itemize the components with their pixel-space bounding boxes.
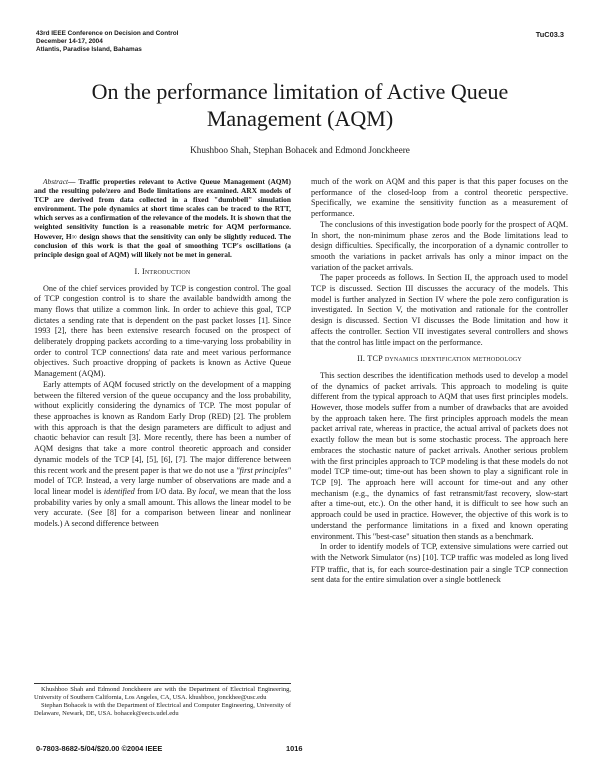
intro-p2-italic-identified: identified xyxy=(103,486,135,496)
copyright-line: 0-7803-8682-5/04/$20.00 ©2004 IEEE xyxy=(36,744,163,753)
conference-location: Atlantis, Paradise Island, Bahamas xyxy=(36,46,142,53)
right-paragraph-2: The conclusions of this investigation bode poorly for the prospect of AQM. In short, the non-minimum phase zeros and the Bode limitations lead to design difficulties. Specifically, the incorporation of a dynamic controller to smooth the variations in packet arrivals has only a minor impact on the variation of the packet arrivals. xyxy=(311,219,568,272)
intro-p2-text-b: model of TCP. Instead, a very large number of observations are made and a local linear model is xyxy=(34,476,291,496)
methodology-p2-text-a: In order to identify models of TCP, extensive simulations were carried out with the Network Simulator ( xyxy=(311,542,568,562)
paper-title xyxy=(40,78,560,132)
section-heading-methodology: II. TCP dynamics identification methodology xyxy=(357,354,522,364)
left-column xyxy=(34,177,291,530)
footnote-affiliation-1: Khushboo Shah and Edmond Jonckheere are with the Department of Electrical Engineering, University of Southern California, Los Angeles, CA, USA. khushboo, jonckhee@usc.edu xyxy=(34,686,291,701)
right-column xyxy=(311,177,568,586)
conference-dates: December 14-17, 2004 xyxy=(36,38,103,45)
intro-p2-italic-local: local xyxy=(198,486,215,496)
ns-code: ns xyxy=(408,554,418,563)
methodology-p2-text-b: ) [10]. TCP traffic was modeled as long lived FTP traffic, that is, for each source-destination pair a single TCP connection sent data for the entire simulation over a single bottleneck xyxy=(311,552,569,585)
intro-paragraph-1: One of the chief services provided by TCP is congestion control. The goal of TCP congestion control is to share the available bandwidth among the many flows that utilize a common link. In order to achieve this goal, TCP dictates a sending rate that is dependent on the past packet losses [1]. Since 1993 [2], there has been extensive research focused on the prospect of deliberately dropping packets according to a time-varying loss probability in order to control TCP connections' data rate and meet various performance objectives. Such proactive dropping of packets is known as Active Queue Management (AQM). xyxy=(34,283,291,379)
title-line-2: Management (AQM) xyxy=(206,106,394,131)
session-code: TuC03.3 xyxy=(535,30,564,39)
section-heading-introduction: I. Introduction xyxy=(134,266,191,276)
page-number: 1016 xyxy=(286,744,303,753)
right-paragraph-3: The paper proceeds as follows. In Section II, the approach used to model TCP is discussed. Section III discusses the accuracy of the models. This model is further analyzed in Section IV where the pole zero configuration is investigated. In Section V, the motivation and rationale for the controller design is discussed. Section VI discusses the Bode limitation and how it affects the controller. Section VII investigates several controllers and shows that the control has little impact on the performance. xyxy=(311,273,568,347)
right-paragraph-1: much of the work on AQM and this paper is that this paper focuses on the performance of the closed-loop from a control theoretic perspective. Specifically, we examine the sensitivity function as a measurement of performance. xyxy=(311,177,568,219)
title-line-1: On the performance limitation of Active Queue xyxy=(91,79,509,104)
intro-p2-text-d: , we mean that the loss probability varies by only a small amount. This allows the linear model to be very accurate. (See [8] for a comparison between linear and nonlinear models.) A second difference between xyxy=(34,486,291,529)
footnote-affiliation-2: Stephan Bohacek is with the Department of Electrical and Computer Engineering, University of Delaware, Newark, DE, USA. bohacek@eecis.udel.edu xyxy=(34,702,291,717)
intro-paragraph-2 xyxy=(34,380,291,530)
author-list: Khushboo Shah, Stephan Bohacek and Edmond Jonckheere xyxy=(190,145,410,155)
footnotes xyxy=(34,686,291,718)
abstract-text: — Traffic properties relevant to Active Queue Management (AQM) and the resulting pole/zero and Bode limitations are examined. ARX models of TCP are derived from data collected in a fixed "dumbbell" simulation environment. The pole dynamics at short time scales can be traced to the RTT, which serves as a confirmation of the relevance of the models. It is shown that the weighted sensitivity function is a reasonable metric for AQM performance. However, H∞ design shows that the sensitivity can only be slightly reduced. The conclusion of this work is that the goal of smoothing TCP's oscillations (a principle design goal of AQM) will likely not be met in general. xyxy=(34,177,291,259)
intro-p2-text-c: from I/O data. By xyxy=(134,486,199,496)
abstract xyxy=(34,177,291,259)
abstract-label: Abstract xyxy=(43,177,69,186)
footnote-rule xyxy=(34,683,291,684)
intro-p2-italic-first-principles: "first principles" xyxy=(236,465,291,475)
intro-p2-text-a: Early attempts of AQM focused strictly on the development of a mapping between the filtered version of the queue occupancy and the loss probability, without explicitly considering the dynamics of TCP. The most popular of these approaches is known as Random Early Drop (RED) [2]. The problem with this approach is that the design parameters are difficult to adjust and chaotic behavior can result [3]. More recently, there has been a number of AQM designs that take a more control theoretic approach and consider dynamic models of the TCP [4], [5], [6], [7]. The major difference between this recent work and the present paper is that we do not use a xyxy=(34,379,291,475)
methodology-paragraph-1: This section describes the identification methods used to develop a model of the dynamics of packet arrivals. This approach to modeling is quite different from the typical approach to AQM that uses first principles models. However, those models suffer from a number of drawbacks that are avoided by the approach taken here. The first principles approach models the mean packet arrival rate, whereas in practice, the actual arrival of packets does not exactly follow the mean but is some stochastic process. The approach here embraces the stochastic nature of packet arrivals. Another serious problem with the first principles approach to TCP modeling is that these models do not model TCP time-out; time-out has been shown to play a significant role in TCP [9]. The approach here will account for time-out and any other mechanism (e.g., the dynamics of fast retransmit/fast recovery, slow-start after a time-out, etc.). On the other hand, it is difficult to see how such an approach could be used in practice. However, the objective of this work is to understand the performance limitations in a fixed and known operating environment. This "best-case" situation then stands as a benchmark. xyxy=(311,370,568,541)
conference-header xyxy=(36,30,178,54)
conference-name: 43rd IEEE Conference on Decision and Control xyxy=(36,30,179,37)
methodology-paragraph-2 xyxy=(311,542,568,586)
